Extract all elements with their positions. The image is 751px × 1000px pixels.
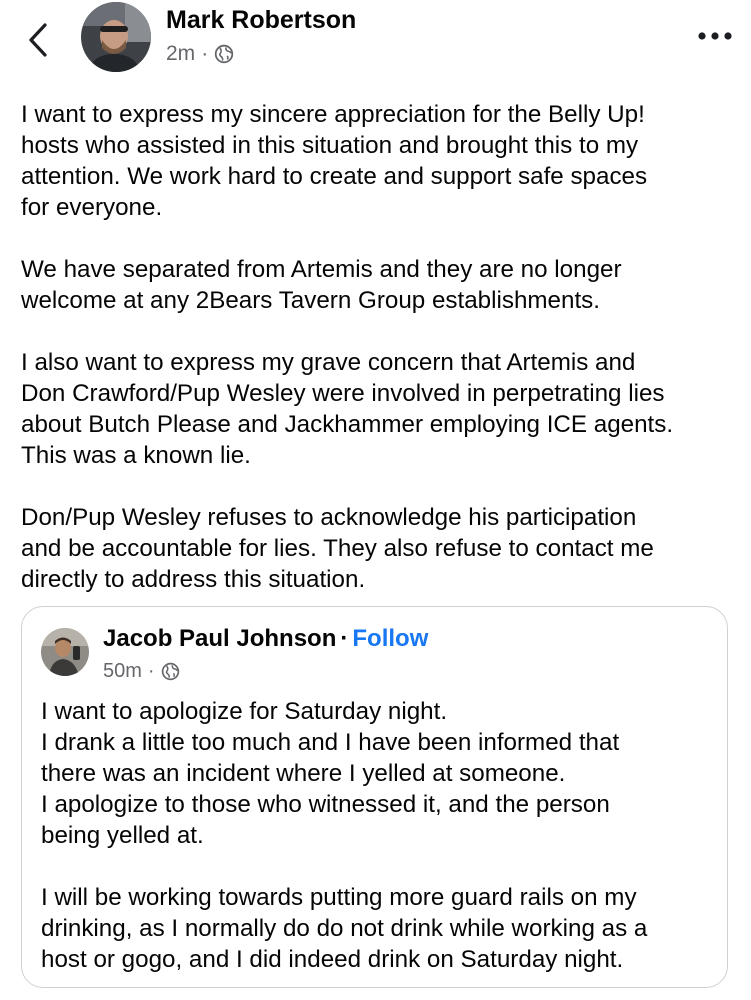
avatar-photo [81,2,151,72]
shared-post-card[interactable] [21,606,728,988]
globe-icon [161,662,180,681]
shared-post-paragraph: I will be working towards putting more guard rails on my drinking, as I normally do do not drink while working as a host or gogo, and I did indeed drink on Saturday night. [41,884,648,973]
globe-icon [214,44,234,64]
shared-post-text [41,696,721,975]
follow-button[interactable]: Follow [352,625,429,652]
post-meta [166,42,234,66]
post-paragraph: Don/Pup Wesley refuses to acknowledge his participation and be accountable for lies. They also refuse to contact me directly to address this situation. [21,504,654,593]
shared-author-name[interactable]: Jacob Paul Johnson [103,625,337,652]
meta-separator: · [201,42,209,65]
post-text [21,99,736,595]
post-paragraph: I also want to express my grave concern that Artemis and Don Crawford/Pup Wesley were involved in perpetrating lies about Butch Please and Jackhammer employing ICE agents. This was a known lie. [21,349,674,469]
more-options-button[interactable] [693,22,737,50]
name-separator: · [340,625,349,652]
avatar-photo [41,628,89,676]
back-button[interactable] [20,20,56,60]
more-options-icon [697,31,733,41]
author-name[interactable]: Mark Robertson [166,6,357,34]
shared-author-row [103,625,428,653]
chevron-left-icon [27,22,49,58]
post-paragraph: We have separated from Artemis and they are no longer welcome at any 2Bears Tavern Group establishments. [21,256,622,314]
post-paragraph: I want to express my sincere appreciation for the Belly Up! hosts who assisted in this situation and brought this to my attention. We work hard to create and support safe spaces for everyone. [21,101,648,221]
shared-post-timestamp[interactable]: 50m [103,660,142,682]
shared-author-avatar[interactable] [41,628,89,676]
meta-separator: · [147,660,155,682]
shared-post-paragraph: I want to apologize for Saturday night. I drank a little too much and I have been informed that there was an incident where I yelled at someone. I apologize to those who witnessed it, and the person being yelled at. [41,698,620,849]
shared-post-meta [103,660,180,683]
author-avatar[interactable] [81,2,151,72]
post-timestamp[interactable]: 2m [166,42,196,65]
